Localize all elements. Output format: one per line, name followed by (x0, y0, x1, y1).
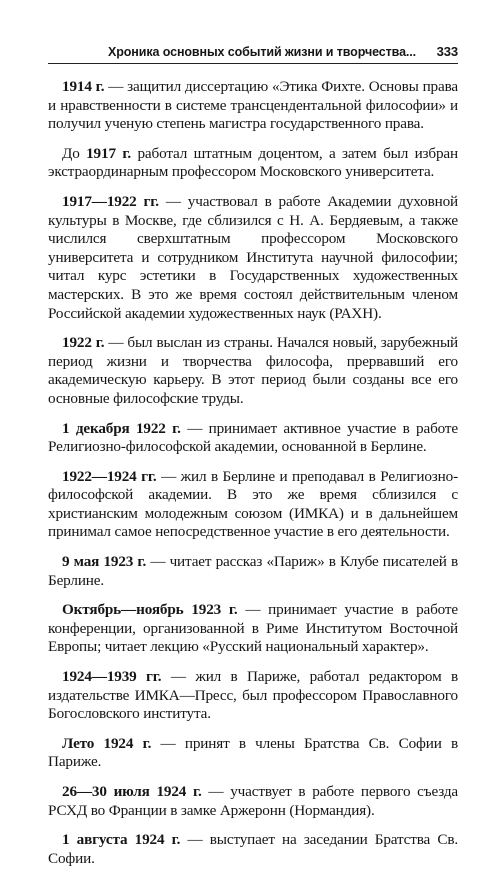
chronicle-entry (48, 420, 458, 457)
entry-text: — был выслан из страны. Начался новый, зарубежный период жизни и творчества философа, прервавший его академическую карьеру. В этот период были созданы все его основные философские труды. (48, 334, 458, 407)
entry-text: — читает рассказ «Париж» в Клубе писателей в Берлине. (48, 553, 458, 589)
entry-date: Октябрь—ноябрь 1923 г. (62, 601, 238, 619)
entry-date: 1917—1922 гг. (62, 192, 159, 210)
chronicle-entry (48, 334, 458, 408)
running-header-title: Хроника основных событий жизни и творчества... (108, 45, 417, 59)
chronicle-entry (48, 783, 458, 820)
entry-date: 1 августа 1924 г. (62, 831, 181, 849)
entry-date: 1 декабря 1922 г. (62, 419, 181, 437)
entry-date: 9 мая 1923 г. (62, 553, 147, 571)
entry-text: — принят в члены Братства Св. Софии в Париже. (48, 734, 458, 771)
entry-text: — жил в Париже, работал редактором в издательстве ИМКА—Пресс, был профессором Православного Богословского института. (48, 668, 458, 723)
entry-text: — принимает активное участие в работе Религиозно-философской академии, основанной в Берлине. (48, 419, 458, 456)
entry-text: — выступает на заседании Братства Св. Софии. (48, 831, 459, 867)
entry-prefix: До (62, 144, 87, 162)
chronicle-entry (48, 78, 458, 134)
chronicle-entry (48, 831, 458, 868)
chronicle-entry (48, 735, 458, 772)
chronicle-entry (48, 468, 458, 542)
entry-text: — жил в Берлине и преподавал в Религиозно-философской академии. В это же время сблизился с христианским молодежным союзом (ИМКА) и в дальнейшем принимал самое непосредственное участие в его деятельности. (48, 467, 458, 541)
entry-text: — участвует в работе первого съезда РСХД во Франции в замке Аржеронн (Нормандия). (48, 783, 458, 819)
entry-text: работал штатным доцентом, а затем был избран экстраординарным профессором Московского университета. (48, 144, 458, 181)
entry-date: Лето 1924 г. (62, 734, 152, 752)
page-number: 333 (436, 44, 458, 59)
entry-date: 1922 г. (62, 334, 105, 352)
running-header (48, 44, 458, 64)
entry-date: 1922—1924 гг. (62, 467, 157, 485)
entry-date: 26—30 июля 1924 г. (62, 783, 202, 800)
entry-date: 1924—1939 гг. (62, 668, 162, 686)
chronicle-entry (48, 668, 458, 724)
entry-date: 1917 г. (86, 144, 132, 162)
book-page (48, 44, 458, 879)
entry-text: — принимает участие в работе конференции, организованной в Риме Институтом Восточной Европы; читает лекцию «Русский национальный характер». (48, 601, 458, 656)
chronicle-entry (48, 553, 458, 590)
entry-text: — участвовал в работе Академии духовной культуры в Москве, где сблизился с Н. А. Бердяевым, а также числился сверхштатным профессором Московского университета и сотрудником Института научной философии; читал курс эстетики в Государственных художественных мастерских. В это же время состоял действительным членом Российской академии художественных наук (РАХН). (48, 192, 458, 322)
entry-date: 1914 г. (62, 78, 105, 95)
chronicle-entry (48, 193, 458, 323)
entry-text: — защитил диссертацию «Этика Фихте. Основы права и нравственности в системе трансцендентальной философии» и получил ученую степень магистра государственного права. (48, 78, 458, 133)
chronicle-entry (48, 601, 458, 657)
chronicle-entry (48, 145, 458, 182)
